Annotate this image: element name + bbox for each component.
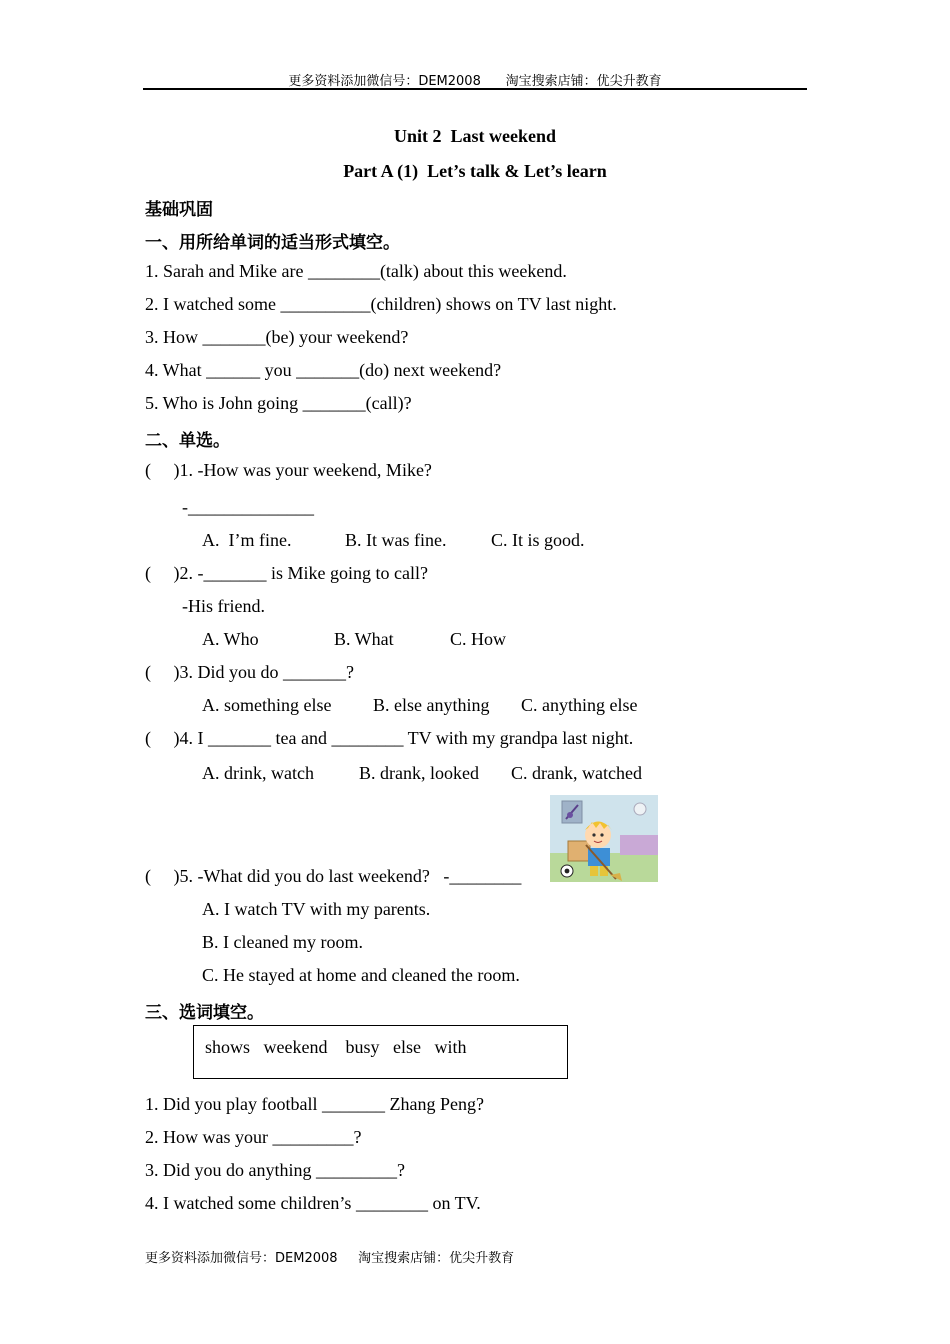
unit-title: Unit 2 Last weekend (393, 126, 556, 146)
s1-item-3: 3. How _______(be) your weekend? (145, 327, 409, 347)
q3-stem: ( )3. Did you do _______? (145, 662, 354, 682)
page-header: 更多资料添加微信号：DEM2008 淘宝搜索店铺：优尖升教育 (288, 74, 662, 89)
q3-option-a: A. something else (202, 695, 332, 715)
section-2-heading: 二、单选。 (145, 431, 230, 451)
s1-item-1: 1. Sarah and Mike are ________(talk) about this weekend. (145, 261, 567, 281)
section-3-heading: 三、选词填空。 (145, 1003, 264, 1023)
q2-reply: -His friend. (182, 596, 265, 616)
q5-option-a: A. I watch TV with my parents. (202, 899, 431, 919)
q3-option-c: C. anything else (521, 695, 638, 715)
q2-stem: ( )2. -_______ is Mike going to call? (145, 563, 428, 583)
section-1-heading: 一、用所给单词的适当形式填空。 (145, 233, 400, 253)
q2-option-b: B. What (334, 629, 394, 649)
s3-item-1: 1. Did you play football _______ Zhang Peng? (145, 1094, 484, 1114)
part-title: Part A (1) Let’s talk & Let’s learn (343, 161, 607, 181)
boy-cleaning-room-illustration (550, 795, 658, 882)
section-label: 基础巩固 (145, 200, 213, 220)
q2-option-a: A. Who (202, 629, 259, 649)
q4-option-a: A. drink, watch (202, 763, 314, 783)
word-bank: shows weekend busy else with (205, 1037, 467, 1057)
s3-item-2: 2. How was your _________? (145, 1127, 362, 1147)
s3-item-4: 4. I watched some children’s ________ on TV. (145, 1193, 481, 1213)
q5-stem: ( )5. -What did you do last weekend? -________ (145, 866, 522, 886)
q5-option-c: C. He stayed at home and cleaned the room. (202, 965, 520, 985)
q4-option-c: C. drank, watched (511, 763, 642, 783)
q3-option-b: B. else anything (373, 695, 490, 715)
s3-item-3: 3. Did you do anything _________? (145, 1160, 405, 1180)
page-footer: 更多资料添加微信号：DEM2008 淘宝搜索店铺：优尖升教育 (145, 1251, 515, 1266)
q1-option-a: A. I’m fine. (202, 530, 292, 550)
q4-stem: ( )4. I _______ tea and ________ TV with my grandpa last night. (145, 728, 634, 748)
s1-item-2: 2. I watched some __________(children) shows on TV last night. (145, 294, 617, 314)
s1-item-5: 5. Who is John going _______(call)? (145, 393, 412, 413)
q2-option-c: C. How (450, 629, 507, 649)
header-rule (143, 88, 807, 90)
q4-option-b: B. drank, looked (359, 763, 479, 783)
q1-answer-line: -______________ (182, 497, 314, 517)
q1-stem: ( )1. -How was your weekend, Mike? (145, 460, 432, 480)
q1-option-b: B. It was fine. (345, 530, 447, 550)
q1-option-c: C. It is good. (491, 530, 585, 550)
q5-option-b: B. I cleaned my room. (202, 932, 363, 952)
s1-item-4: 4. What ______ you _______(do) next weekend? (145, 360, 502, 380)
